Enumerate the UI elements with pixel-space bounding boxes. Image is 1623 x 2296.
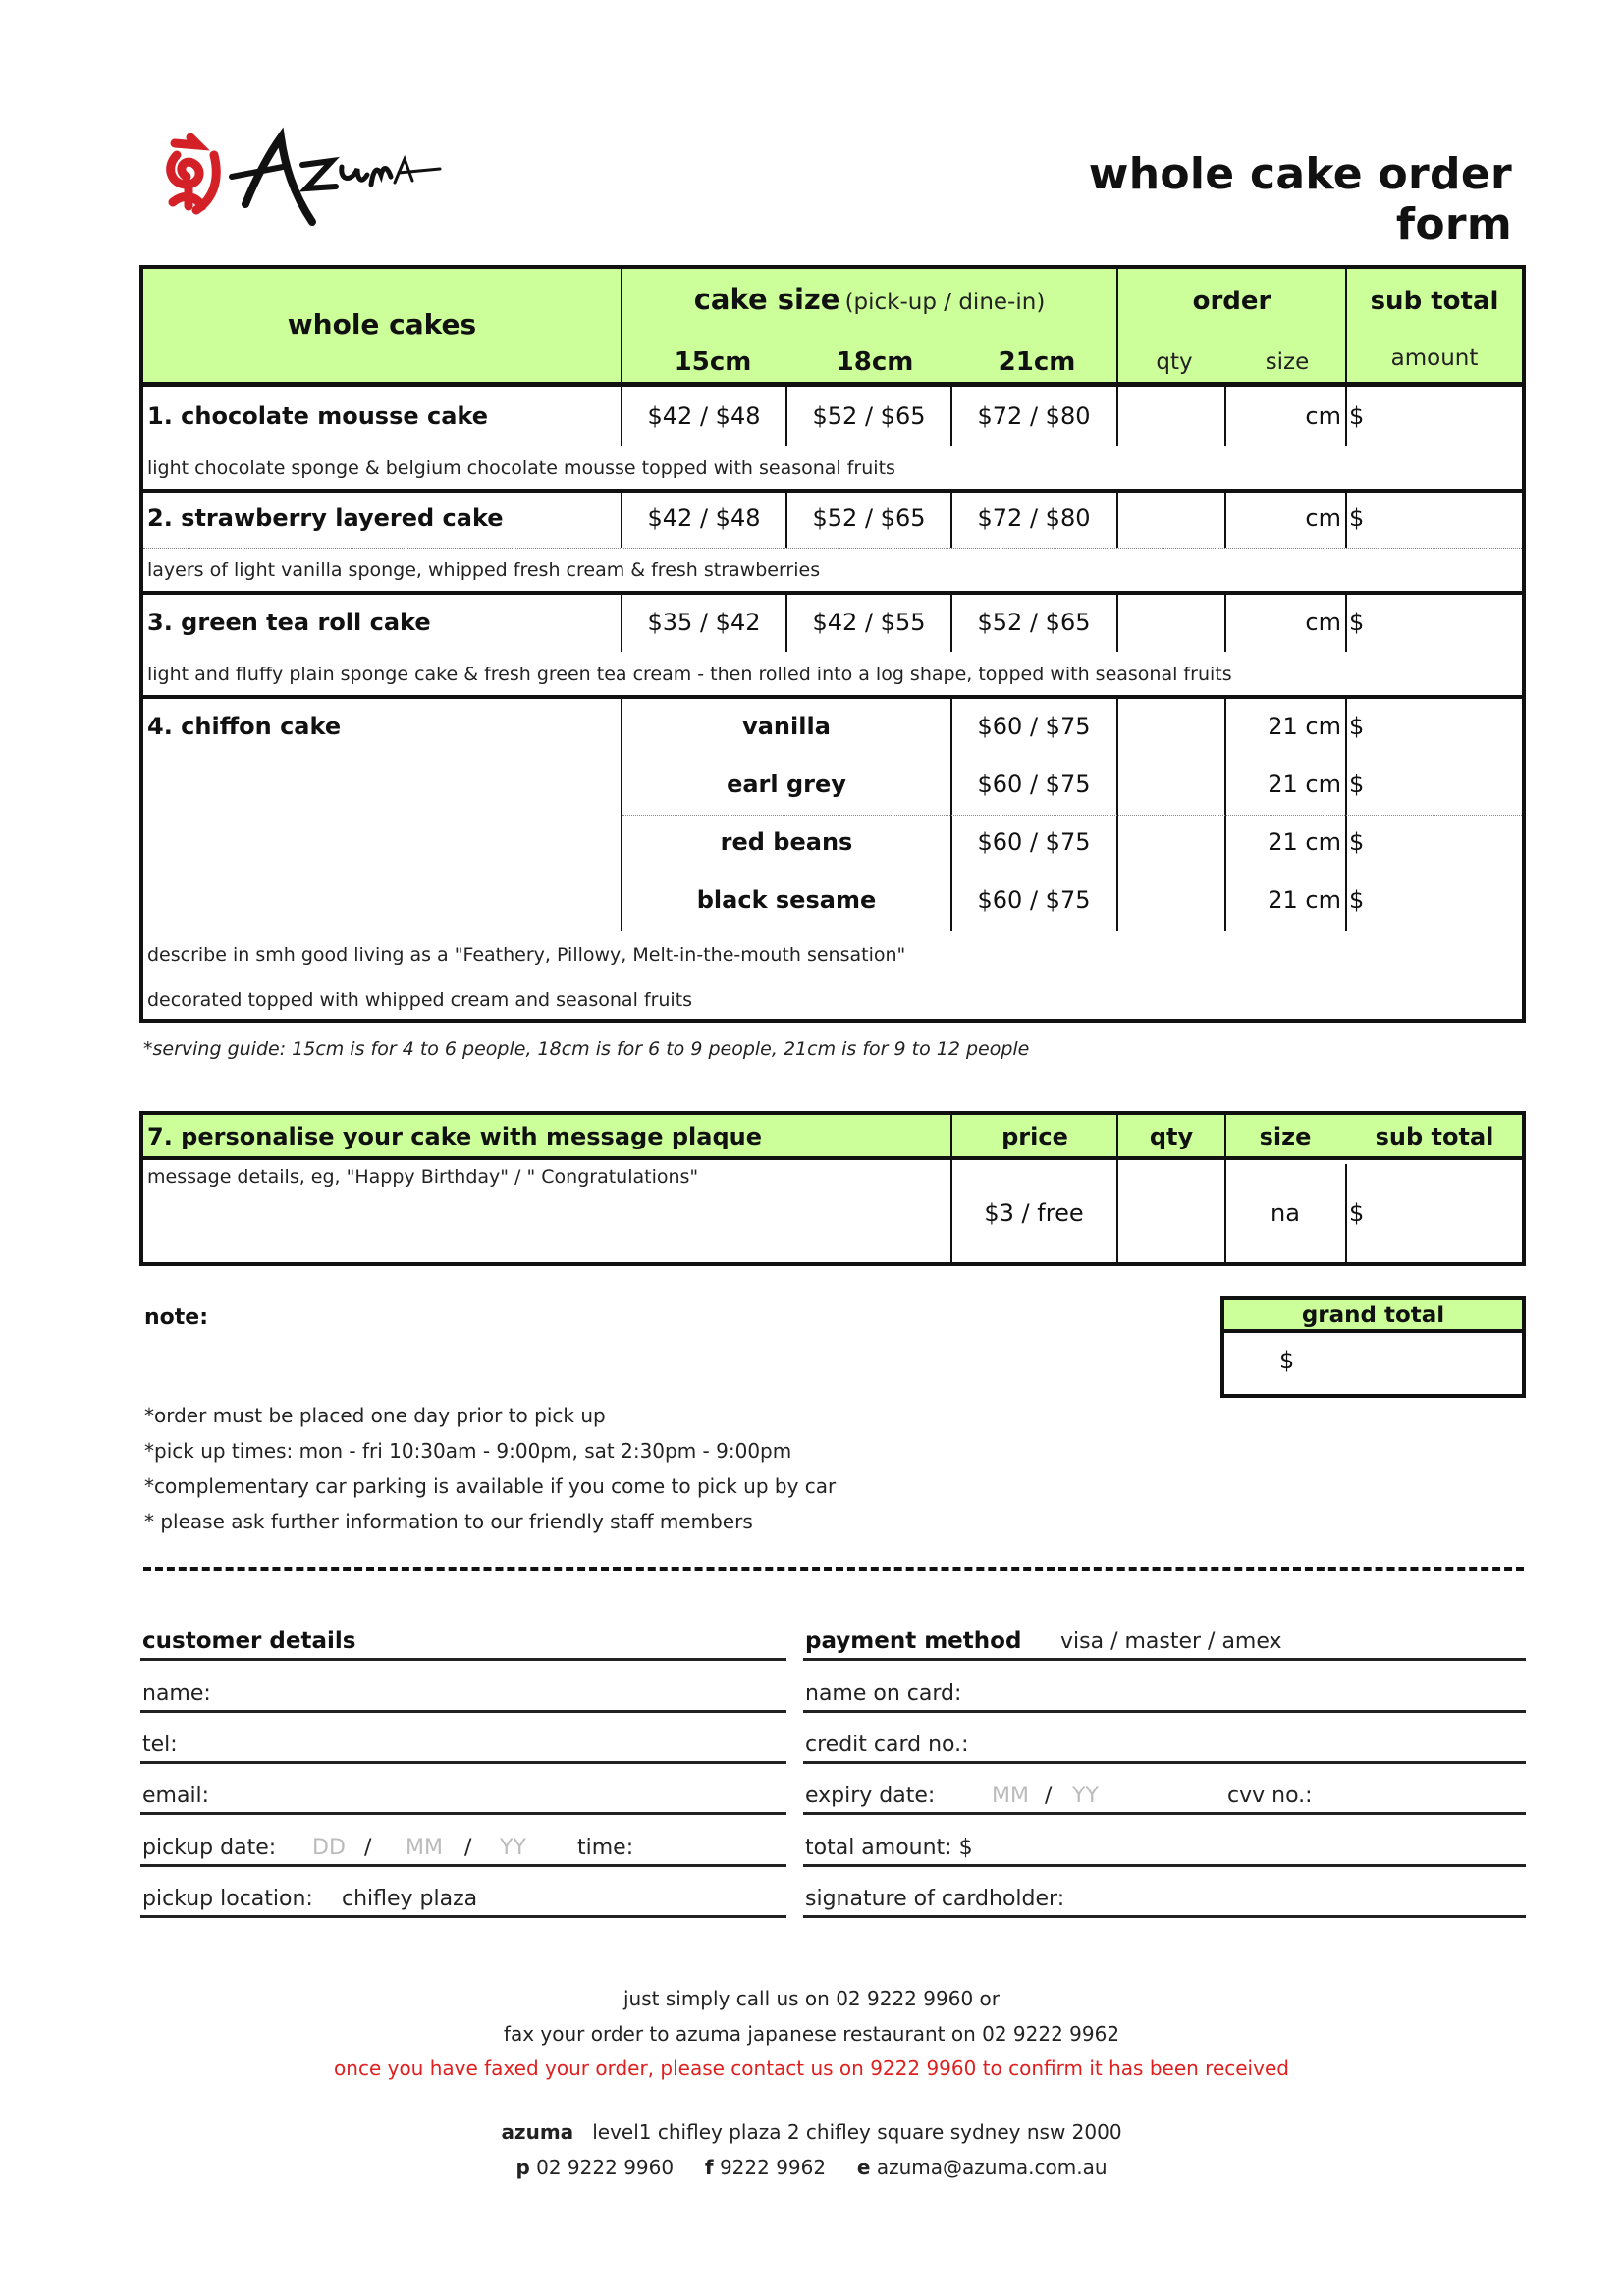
chiffon-price: $60 / $75 [977,713,1091,740]
amount-input[interactable]: $ [1349,505,1365,532]
size-input[interactable]: 21 cm [1268,828,1341,856]
chiffon-flavour: vanilla [742,713,831,740]
cake-description: light and fluffy plain sponge cake & fresh green tea cream - then rolled into a log shape, topped with seasonal fruits [147,664,1232,685]
chiffon-flavour: earl grey [727,771,846,798]
grand-total-label: grand total [1301,1303,1445,1328]
amount-input[interactable]: $ [1349,886,1365,914]
expiry-year-input[interactable]: YY [1072,1784,1099,1808]
plaque-col-qty: qty [1149,1123,1194,1150]
footer-fax-number: 9222 9962 [719,2156,827,2179]
customer-details-header: customer details [140,1622,786,1661]
chiffon-description: decorated topped with whipped cream and seasonal fruits [147,989,693,1011]
size-input[interactable]: 21 cm [1268,886,1341,914]
price-18cm: $52 / $65 [812,402,926,430]
cake-name: 1. chocolate mousse cake [147,402,489,430]
customer-tel-field[interactable]: tel: [140,1725,786,1764]
note-label: note: [144,1306,209,1330]
expiry-date-field[interactable]: expiry date: MM / YY cvv no.: [803,1776,1526,1815]
message-plaque-table [139,1111,1526,1266]
plaque-title: 7. personalise your cake with message plaque [147,1123,762,1150]
message-details-input[interactable] [147,1190,947,1258]
size-21cm: 21cm [998,347,1076,377]
col-order: order [1192,287,1271,316]
page-title: whole cake order form [1088,149,1512,249]
qty-input[interactable] [1118,701,1224,756]
size-input[interactable]: 21 cm [1268,771,1341,798]
azuma-logo [155,116,450,226]
amount-input[interactable]: $ [1349,609,1365,636]
grand-total-input[interactable]: $ [1279,1347,1295,1374]
serving-guide: *serving guide: 15cm is for 4 to 6 people, 18cm is for 6 to 9 people, 21cm is for 9 to 12 people [143,1039,1030,1060]
col-cake-size: cake size (pick-up / dine-in) [693,283,1046,316]
size-18cm: 18cm [836,347,914,377]
price-21cm: $72 / $80 [977,505,1091,532]
pickup-month-input[interactable]: MM [406,1836,443,1860]
cake-name: 2. strawberry layered cake [147,505,504,532]
col-whole-cakes: whole cakes [287,308,477,341]
cake-name: 4. chiffon cake [147,713,342,740]
signature-field[interactable]: signature of cardholder: [803,1879,1526,1918]
chiffon-price: $60 / $75 [977,828,1091,856]
footer-phone: 02 9222 9960 [536,2156,675,2179]
chiffon-flavour: black sesame [696,886,877,914]
plaque-col-size: size [1259,1123,1312,1150]
price-21cm: $72 / $80 [977,402,1091,430]
footer-contacts: p 02 9222 9960 f 9222 9962 e azuma@azuma.com.au [515,2156,1108,2179]
amount-input[interactable]: $ [1349,713,1365,740]
plaque-size: na [1271,1200,1300,1227]
grand-total-header [1224,1300,1522,1333]
note-line: *complementary car parking is available if you come to pick up by car [144,1474,837,1498]
chiffon-flavour: red beans [720,828,853,856]
pickup-day-input[interactable]: DD [312,1836,346,1860]
size-input[interactable]: cm [1305,402,1341,430]
pickup-time-label: time: [577,1836,634,1860]
plaque-amount-input[interactable]: $ [1349,1200,1365,1227]
amount-input[interactable]: $ [1349,402,1365,430]
plaque-col-sub-total: sub total [1375,1123,1494,1150]
price-15cm: $42 / $48 [647,505,761,532]
cake-description: light chocolate sponge & belgium chocolate mousse topped with seasonal fruits [147,457,895,479]
qty-input[interactable] [1118,760,1224,813]
cvv-label: cvv no.: [1227,1784,1313,1808]
qty-input[interactable] [1118,493,1224,548]
footer-brand: azuma [501,2120,574,2144]
chiffon-description: describe in smh good living as a "Feathery, Pillowy, Melt-in-the-mouth sensation" [147,944,906,966]
cake-description: layers of light vanilla sponge, whipped fresh cream & fresh strawberries [147,560,821,581]
payment-options[interactable]: visa / master / amex [1060,1629,1282,1654]
pickup-location-value: chifley plaza [342,1887,478,1911]
chiffon-price: $60 / $75 [977,771,1091,798]
grand-total-box [1220,1296,1526,1398]
plaque-qty-input[interactable] [1118,1164,1224,1260]
whole-cakes-table [139,265,1526,1023]
col-qty: qty [1156,349,1193,375]
qty-input[interactable] [1118,817,1224,870]
customer-email-field[interactable]: email: [140,1776,786,1815]
size-15cm: 15cm [674,347,752,377]
chiffon-price: $60 / $75 [977,886,1091,914]
note-line: *pick up times: mon - fri 10:30am - 9:00pm, sat 2:30pm - 9:00pm [144,1439,792,1463]
size-input[interactable]: 21 cm [1268,713,1341,740]
credit-card-number-field[interactable]: credit card no.: [803,1725,1526,1764]
amount-input[interactable]: $ [1349,771,1365,798]
col-sub-total: sub total [1370,287,1499,316]
cut-here-line [143,1567,1524,1571]
qty-input[interactable] [1118,874,1224,929]
message-details-hint: message details, eg, "Happy Birthday" / " Congratulations" [147,1166,699,1188]
col-amount: amount [1390,346,1479,371]
footer-confirm-notice: once you have faxed your order, please contact us on 9222 9960 to confirm it has been received [334,2056,1289,2080]
size-input[interactable]: cm [1305,609,1341,636]
price-21cm: $52 / $65 [977,609,1091,636]
pickup-location-field[interactable]: pickup location: chifley plaza [140,1879,786,1918]
plaque-price: $3 / free [984,1200,1084,1227]
qty-input[interactable] [1118,391,1224,446]
col-size: size [1265,349,1310,375]
plaque-col-price: price [1001,1123,1068,1150]
footer-address: azuma level1 chifley plaza 2 chifley square sydney nsw 2000 [501,2120,1122,2144]
size-input[interactable]: cm [1305,505,1341,532]
expiry-month-input[interactable]: MM [992,1784,1029,1808]
customer-name-field[interactable]: name: [140,1674,786,1713]
price-18cm: $52 / $65 [812,505,926,532]
price-15cm: $42 / $48 [647,402,761,430]
pickup-date-field[interactable]: pickup date: DD / MM / YY time: [140,1828,786,1867]
footer-email[interactable]: azuma@azuma.com.au [876,2156,1108,2179]
footer-fax: fax your order to azuma japanese restaurant on 02 9222 9962 [503,2022,1120,2046]
pickup-year-input[interactable]: YY [500,1836,526,1860]
note-line: * please ask further information to our friendly staff members [144,1510,753,1533]
payment-method-header: payment method visa / master / amex [803,1622,1526,1661]
amount-input[interactable]: $ [1349,828,1365,856]
qty-input[interactable] [1118,595,1224,650]
footer-call: just simply call us on 02 9222 9960 or [623,1987,1000,2010]
cake-name: 3. green tea roll cake [147,609,431,636]
name-on-card-field[interactable]: name on card: [803,1674,1526,1713]
note-line: *order must be placed one day prior to pick up [144,1404,606,1427]
price-15cm: $35 / $42 [647,609,761,636]
price-18cm: $42 / $55 [812,609,926,636]
total-amount-field[interactable]: total amount: $ [803,1828,1526,1867]
